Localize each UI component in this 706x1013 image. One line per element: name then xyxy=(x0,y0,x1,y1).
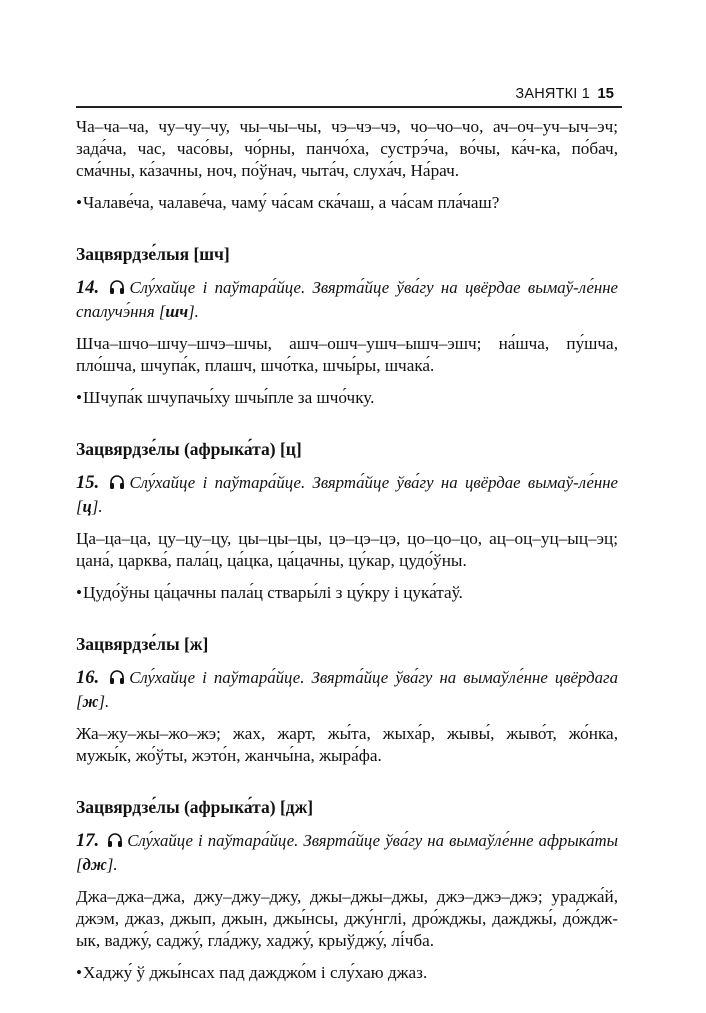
tongue-twister-ts xyxy=(76,582,618,604)
tongue-twister-ch xyxy=(76,192,618,214)
page-number: 15 xyxy=(597,85,614,102)
tongue-twister-shch xyxy=(76,387,618,409)
running-header xyxy=(0,84,706,106)
chapter-title: ЗАНЯТКІ 1 xyxy=(515,86,590,102)
drill-shch: Шча–шчо–шчу–шчэ–шчы, ашч–ошч–ушч–ышч–эшч; на́шча, пу́шча, пло́шча, шчупа́к, плашч, шчо́тка, шчы́ры, шчака́. xyxy=(76,334,618,375)
drill-ts: Ца–ца–ца, цу–цу–цу, цы–цы–цы, цэ–цэ–цэ, цо–цо–цо, ац–оц–уц–ыц–эц; цана́, царква́, пала́ц, ца́цка, ца́цачны, цу́кар, цудо́ўны. xyxy=(76,529,618,570)
instruction-end: ]. xyxy=(91,497,103,516)
section-heading-zh: Зацвярдзе́лы [ж] xyxy=(76,634,209,654)
tongue-twister-dzh xyxy=(76,962,618,984)
drill-dzh: Джа–джа–джа, джу–джу–джу, джы–джы–джы, джэ–джэ–джэ; ураджа́й, джэм, джаз, джып, джын, джы́нсы, джу́нглі, дро́жджы, дажджы́, до́жджык, ваджу́, саджу́, гла́джу, хаджу́, крыўджу́, лі́чба. xyxy=(76,887,618,950)
exercise-instruction: Слу́хайце і паўтара́йце. Звярта́йце ўва́гу на вымаўле́нне афрыка́ты [ xyxy=(76,831,618,874)
instruction-end: ]. xyxy=(188,302,199,321)
exercise-number: 17. xyxy=(76,831,100,851)
headphones-icon[interactable] xyxy=(107,832,123,854)
exercise-15 xyxy=(76,472,618,518)
sound-label: ц xyxy=(82,497,92,516)
exercise-14 xyxy=(76,277,618,323)
bullet-icon: • xyxy=(76,388,83,407)
headphones-icon[interactable] xyxy=(109,279,125,301)
bullet-icon: • xyxy=(76,193,83,212)
exercise-instruction: Слу́хайце і паўтара́йце. Звярта́йце ўва́гу на цвёрдае вымаў-ле́нне [ xyxy=(76,473,618,516)
sound-label: шч xyxy=(165,302,189,321)
exercise-number: 15. xyxy=(76,473,100,493)
bullet-icon: • xyxy=(76,583,83,602)
page-content xyxy=(76,116,618,1013)
phrase-text: Хаджу́ ў джы́нсах пад дажджо́м і слу́хаю джаз. xyxy=(83,963,428,982)
exercise-16 xyxy=(76,667,618,713)
phrase-text: Чалаве́ча, чалаве́ча, чаму́ ча́сам ска́чаш, а ча́сам пла́чаш? xyxy=(83,193,500,212)
sound-label: ж xyxy=(82,692,99,711)
sound-label: дж xyxy=(82,855,107,874)
header-divider xyxy=(76,106,622,108)
phrase-text: Цудо́ўны ца́цачны пала́ц ствары́лі з цу́кру і цука́таў. xyxy=(83,583,463,602)
headphones-icon[interactable] xyxy=(109,669,125,691)
headphones-icon[interactable] xyxy=(109,474,125,496)
section-heading-shch: Зацвярдзе́лыя [шч] xyxy=(76,244,230,264)
section-heading-dzh: Зацвярдзе́лы (афрыка́та) [дж] xyxy=(76,797,314,817)
exercise-instruction: Слу́хайце і паўтара́йце. Звярта́йце ўва́гу на цвёрдае вымаў-ле́нне спалучэ́ння [ xyxy=(76,278,618,321)
drill-ch: Ча–ча–ча, чу–чу–чу, чы–чы–чы, чэ–чэ–чэ, чо–чо–чо, ач–оч–уч–ыч–эч; зада́ча, час, часо́вы, чо́рны, панчо́ха, сустрэ́ча, во́чы, ка́ч-ка, по́бач, сма́чны, ка́зачны, ноч, по́ўнач, чыта́ч, слуха́ч, На́рач. xyxy=(76,117,618,180)
bullet-icon: • xyxy=(76,963,83,982)
exercise-number: 16. xyxy=(76,668,100,688)
drill-zh: Жа–жу–жы–жо–жэ; жах, жарт, жы́та, жыха́р, жывы́, жыво́т, жо́нка, мужы́к, жо́ўты, жэто́н, жанчы́на, жыра́фа. xyxy=(76,724,618,765)
exercise-number: 14. xyxy=(76,278,100,298)
instruction-end: ]. xyxy=(98,692,110,711)
exercise-17 xyxy=(76,830,618,876)
exercise-instruction: Слу́хайце і паўтара́йце. Звярта́йце ўва́гу на вымаўле́нне цвёрдага [ xyxy=(76,668,618,711)
instruction-end: ]. xyxy=(106,855,118,874)
section-heading-ts: Зацвярдзе́лы (афрыка́та) [ц] xyxy=(76,439,302,459)
phrase-text: Шчупа́к шчупачы́ху шчы́пле за шчо́чку. xyxy=(83,388,375,407)
